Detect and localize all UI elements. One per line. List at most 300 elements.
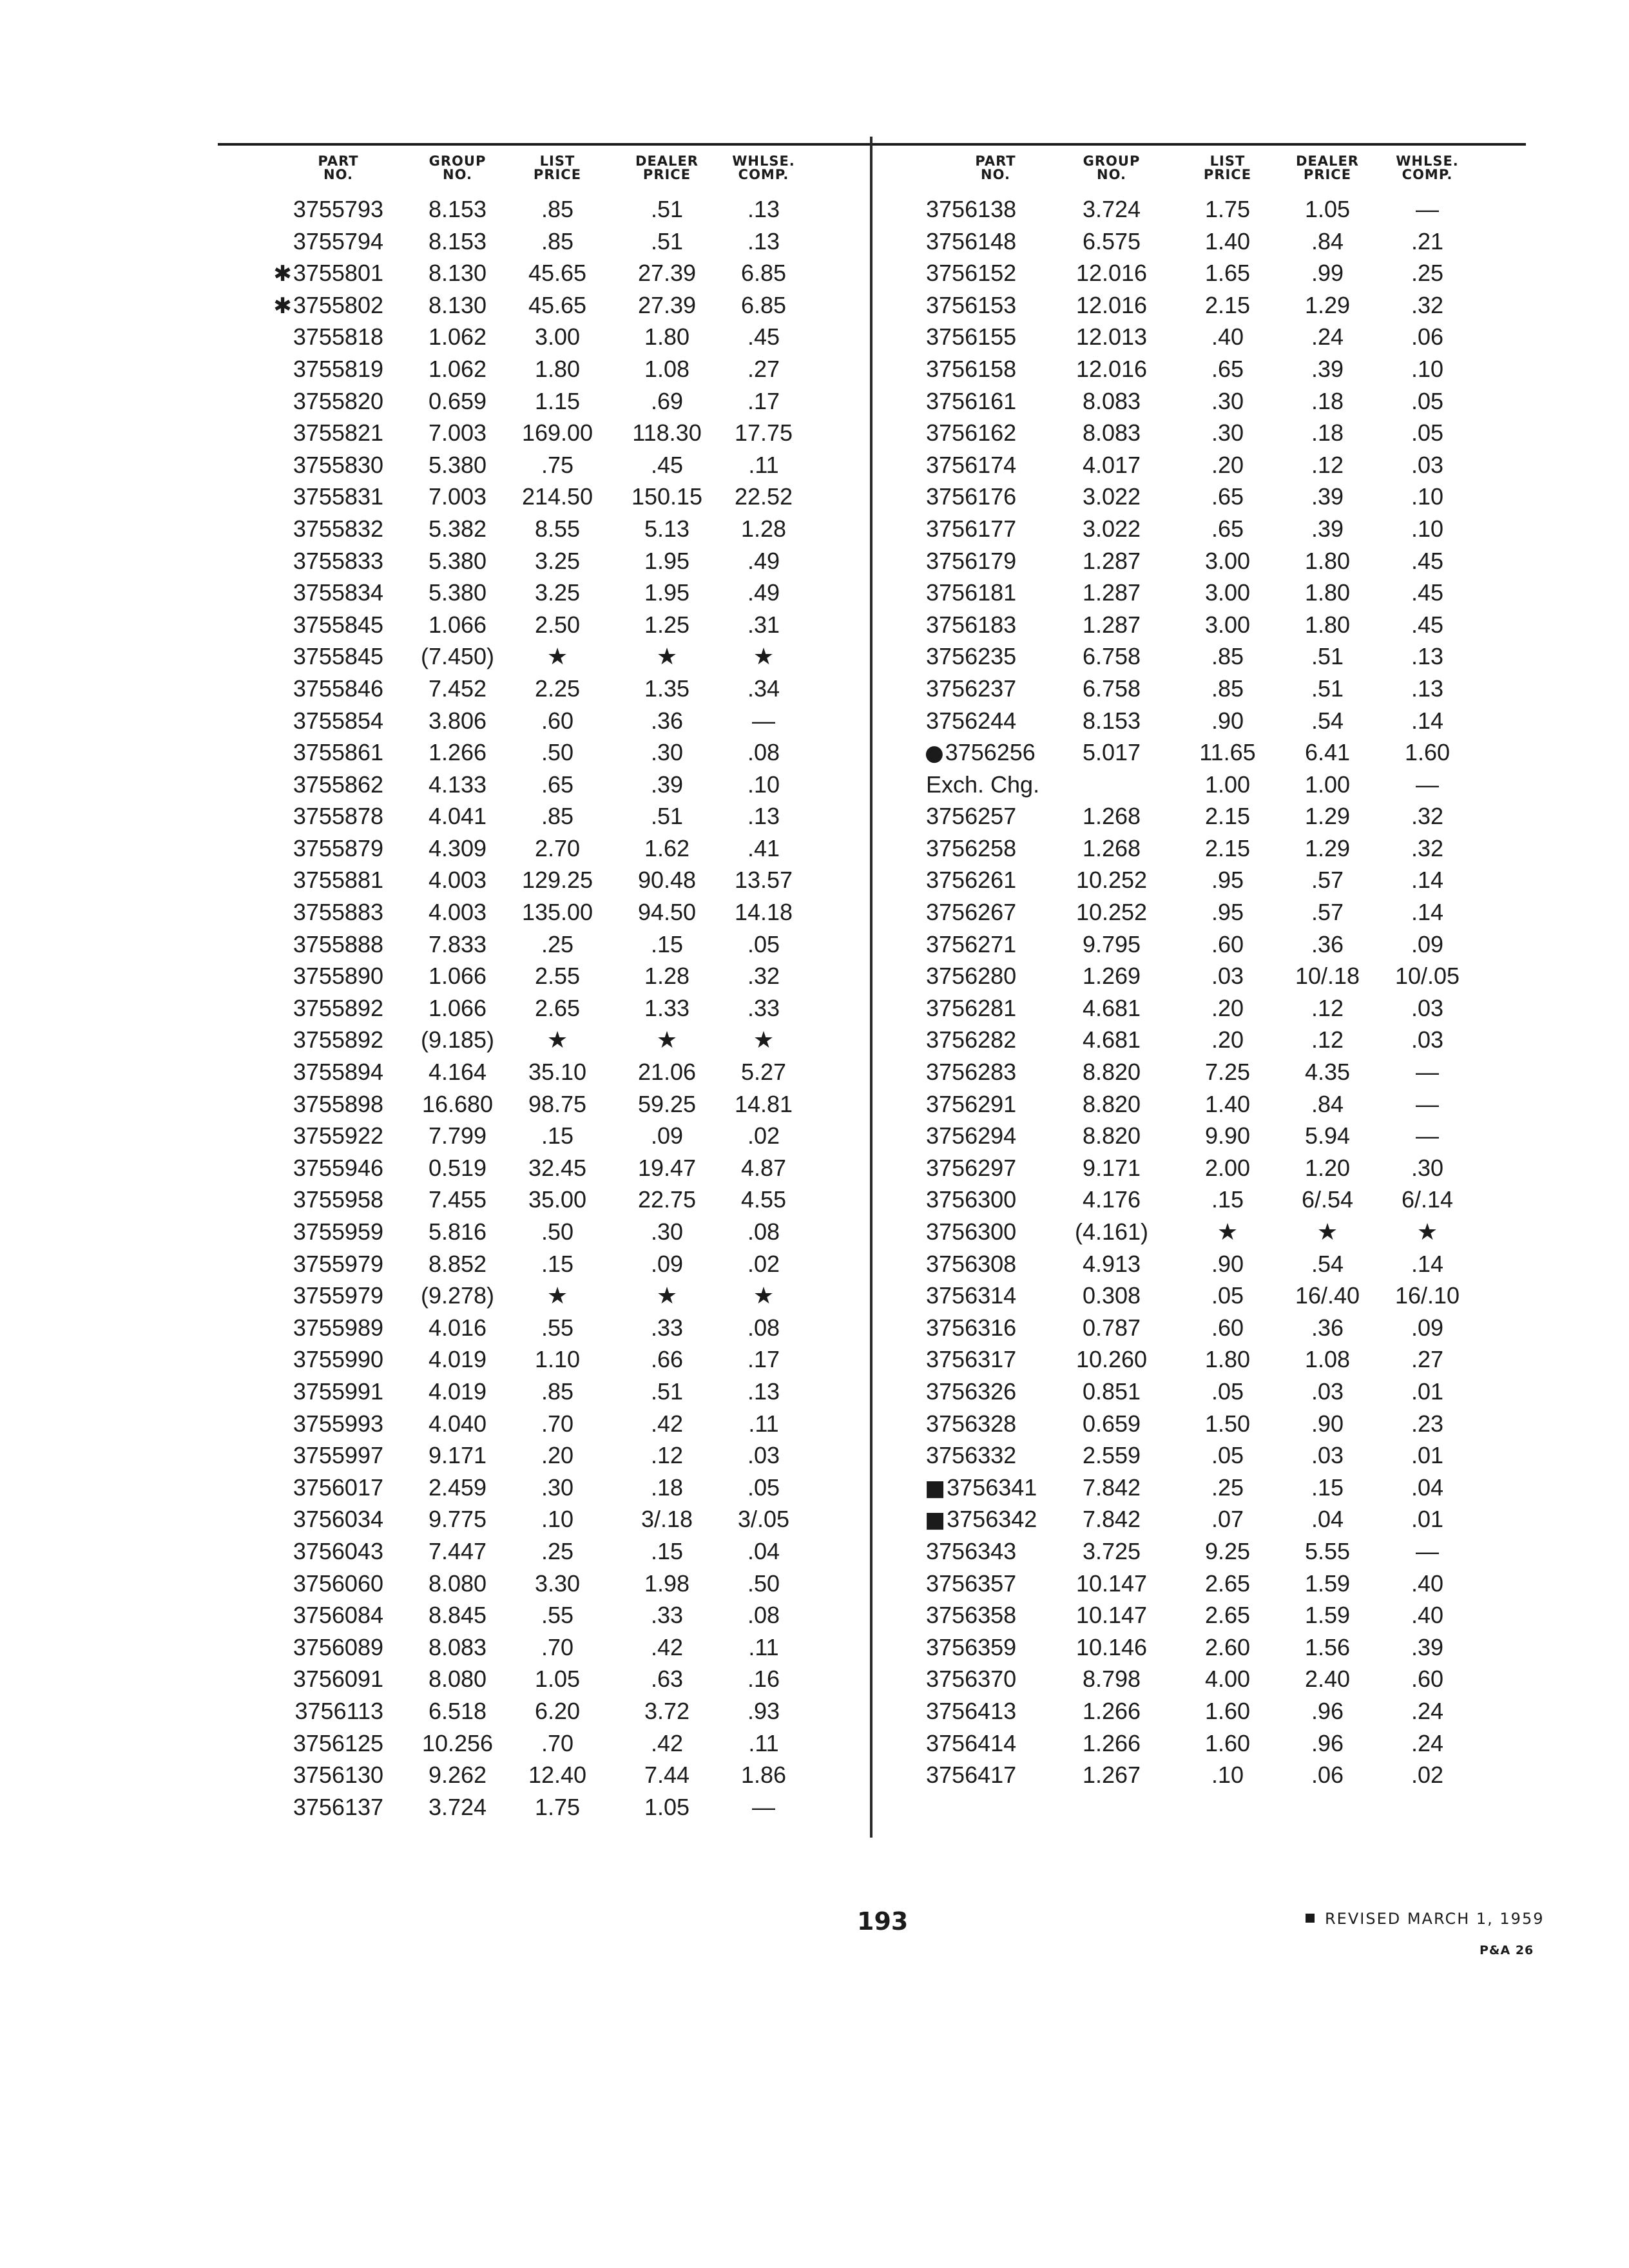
row-marker-icon: ■ (925, 1475, 946, 1501)
table-row (915, 417, 1482, 449)
cell-list: .60 (541, 707, 574, 734)
cell-part (925, 960, 1041, 994)
cell-dealer: .54 (1311, 707, 1344, 734)
table-row (271, 769, 844, 801)
cell-group: 4.164 (428, 1059, 487, 1086)
part-number: 3756294 (926, 1122, 1017, 1149)
part-number: Exch. Chg. (926, 771, 1040, 798)
cell-dealer: .24 (1311, 323, 1344, 351)
cell-dealer: .30 (650, 1218, 684, 1245)
cell-whlse: ★ (753, 643, 775, 670)
cell-group: 8.080 (428, 1666, 487, 1693)
cell-dealer: .15 (650, 930, 684, 957)
cell-dealer: 1.59 (1304, 1602, 1351, 1629)
cell-part (267, 1663, 383, 1696)
cell-list: 2.00 (1204, 1154, 1251, 1181)
cell-part (267, 1056, 383, 1090)
cell-whlse: .10 (1411, 515, 1444, 542)
cell-group: 8.845 (428, 1602, 487, 1629)
cell-list: 1.75 (1204, 196, 1251, 222)
cell-part (267, 1695, 383, 1729)
cell-group: 3.022 (1082, 515, 1141, 542)
cell-part (925, 449, 1041, 483)
cell-part (267, 1568, 383, 1601)
part-number: 3756308 (926, 1250, 1017, 1277)
cell-part (925, 1376, 1041, 1409)
part-number: 3756328 (926, 1410, 1017, 1437)
cell-list: ★ (546, 643, 568, 670)
cell-part (267, 673, 383, 706)
cell-group: 6.758 (1082, 675, 1141, 702)
cell-whlse: .32 (1411, 834, 1444, 861)
cell-dealer: 1.95 (644, 547, 690, 574)
cell-whlse: 17.75 (734, 419, 793, 447)
cell-dealer: 90.48 (637, 867, 697, 894)
part-number: 3755834 (293, 579, 383, 606)
cell-whlse: .05 (1411, 419, 1444, 447)
part-number: 3755862 (293, 771, 383, 798)
part-number: 3756034 (293, 1506, 383, 1533)
table-row (915, 1663, 1482, 1695)
table-row (915, 1280, 1482, 1312)
cell-whlse: .34 (747, 675, 780, 702)
cell-dealer: .12 (1311, 994, 1344, 1021)
table-row (915, 640, 1482, 673)
cell-dealer: 6.41 (1304, 739, 1351, 766)
cell-part (267, 992, 383, 1026)
cell-part (267, 321, 383, 354)
cell-part (925, 896, 1041, 930)
cell-dealer: .33 (650, 1314, 684, 1341)
table-row (915, 609, 1482, 641)
cell-group: 6.518 (428, 1697, 487, 1724)
row-marker-icon: ✱ (273, 293, 292, 319)
cell-list: 4.00 (1204, 1666, 1251, 1693)
cell-list: .85 (541, 803, 574, 830)
cell-whlse: .14 (1411, 899, 1444, 926)
cell-dealer: .42 (650, 1410, 684, 1437)
cell-list: .25 (541, 930, 574, 957)
cell-list: .60 (1211, 930, 1244, 957)
part-number: 3756358 (926, 1602, 1017, 1629)
cell-part (267, 1408, 383, 1441)
part-number: 3755818 (293, 323, 383, 351)
cell-whlse: 4.87 (740, 1154, 787, 1181)
part-number: 3755883 (293, 899, 383, 926)
cell-group: 9.171 (1082, 1154, 1141, 1181)
cell-part (925, 1120, 1041, 1153)
cell-dealer: .36 (1311, 930, 1344, 957)
cell-dealer: .15 (1311, 1474, 1344, 1501)
cell-part (267, 353, 383, 387)
cell-list: .70 (541, 1410, 574, 1437)
table-row (915, 193, 1482, 226)
cell-dealer: ★ (656, 643, 678, 670)
cell-group: 8.852 (428, 1250, 487, 1277)
part-number: 3755888 (293, 930, 383, 957)
cell-whlse: .33 (747, 994, 780, 1021)
table-row (271, 1791, 844, 1823)
cell-part (925, 1343, 1041, 1377)
cell-dealer: .57 (1311, 867, 1344, 894)
cell-list: 1.60 (1204, 1697, 1251, 1724)
cell-group: 6.575 (1082, 227, 1141, 255)
cell-part (267, 864, 383, 898)
cell-list: .90 (1211, 707, 1244, 734)
page-code: P&A 26 (1480, 1943, 1534, 1957)
part-number: 3755898 (293, 1090, 383, 1117)
cell-whlse: .11 (748, 1410, 779, 1437)
part-number: 3756300 (926, 1186, 1017, 1213)
cell-whlse: 6.85 (740, 291, 787, 318)
cell-whlse: — (1416, 196, 1439, 222)
cell-group: 1.266 (1082, 1697, 1141, 1724)
cell-part (267, 1120, 383, 1153)
cell-group: 16.680 (421, 1090, 494, 1117)
cell-group: 4.019 (428, 1346, 487, 1373)
cell-whlse: 1.60 (1404, 739, 1451, 766)
cell-group: 6.758 (1082, 643, 1141, 670)
cell-dealer: .39 (1311, 483, 1344, 510)
cell-part (267, 257, 383, 291)
cell-part (267, 577, 383, 610)
part-number: 3756176 (926, 483, 1017, 510)
cell-list: .05 (1211, 1378, 1244, 1405)
cell-whlse: .01 (1411, 1442, 1444, 1469)
cell-whlse: .32 (747, 963, 780, 990)
table-row (271, 1280, 844, 1312)
cell-group: 8.820 (1082, 1059, 1141, 1086)
cell-group: 1.066 (428, 611, 487, 638)
cell-whlse: .08 (747, 1314, 780, 1341)
table-row (915, 705, 1482, 737)
cell-part (925, 705, 1041, 738)
cell-dealer: .57 (1311, 899, 1344, 926)
cell-group: 3.806 (428, 707, 487, 734)
part-number: 3755979 (293, 1282, 383, 1309)
table-row (271, 226, 844, 258)
cell-dealer: 1.05 (1304, 196, 1351, 222)
cell-list: 1.50 (1204, 1410, 1251, 1437)
cell-list: 2.65 (1204, 1570, 1251, 1597)
cell-dealer: 1.25 (644, 611, 690, 638)
cell-whlse: .09 (1411, 1314, 1444, 1341)
cell-whlse: 1.86 (740, 1762, 787, 1789)
cell-list: 2.50 (534, 611, 581, 638)
cell-group: 1.287 (1082, 579, 1141, 606)
cell-whlse: .11 (748, 1633, 779, 1660)
cell-whlse: 3/.05 (737, 1506, 790, 1533)
cell-list: 7.25 (1204, 1059, 1251, 1086)
part-number: 3756060 (293, 1570, 383, 1597)
cell-group: 1.266 (428, 739, 487, 766)
cell-list: .85 (541, 227, 574, 255)
cell-list: 35.00 (528, 1186, 587, 1213)
cell-whlse: .17 (747, 387, 780, 414)
cell-group: 1.268 (1082, 834, 1141, 861)
table-row (271, 577, 844, 609)
cell-whlse: .45 (1411, 579, 1444, 606)
part-number: 3756261 (926, 867, 1017, 894)
cell-list: .05 (1211, 1282, 1244, 1309)
cell-list: 1.60 (1204, 1729, 1251, 1756)
cell-list: .05 (1211, 1442, 1244, 1469)
cell-part (925, 545, 1041, 579)
cell-list: 3.25 (534, 547, 581, 574)
cell-whlse: .17 (747, 1346, 780, 1373)
cell-part (267, 1024, 383, 1057)
cell-part (925, 577, 1041, 610)
part-number: 3755802 (293, 291, 383, 318)
part-number: 3756179 (926, 547, 1017, 574)
cell-part (267, 1535, 383, 1569)
cell-part (267, 1727, 383, 1761)
cell-group: 10.252 (1075, 899, 1148, 926)
cell-dealer: .18 (1311, 387, 1344, 414)
cell-part (267, 960, 383, 994)
table-row (271, 1599, 844, 1631)
cell-dealer: 1.29 (1304, 834, 1351, 861)
part-number: 3755879 (293, 834, 383, 861)
cell-whlse: 14.81 (734, 1090, 793, 1117)
left-table-rows (271, 193, 844, 1823)
part-number: 3756152 (926, 260, 1017, 287)
cell-group: 0.659 (428, 387, 487, 414)
cell-list: 1.10 (534, 1346, 581, 1373)
cell-dealer: .04 (1311, 1506, 1344, 1533)
part-number: 3756043 (293, 1537, 383, 1564)
part-number: 3755830 (293, 451, 383, 478)
header-part-no: PART NO. (318, 153, 359, 182)
cell-part (925, 1695, 1041, 1729)
table-row (915, 1184, 1482, 1216)
header-group-no: GROUP NO. (429, 153, 487, 182)
table-row (915, 1472, 1482, 1504)
table-row (271, 417, 844, 449)
cell-dealer: 27.39 (637, 260, 697, 287)
cell-list: 135.00 (521, 899, 593, 926)
cell-dealer: 1.80 (644, 323, 690, 351)
cell-list: 3.00 (534, 323, 581, 351)
cell-list: 12.40 (528, 1762, 587, 1789)
cell-group: 10.252 (1075, 867, 1148, 894)
cell-list: 1.40 (1204, 227, 1251, 255)
part-number: 3755881 (293, 867, 383, 894)
cell-group: 4.913 (1082, 1250, 1141, 1277)
cell-dealer: .54 (1311, 1250, 1344, 1277)
cell-list: .65 (1211, 515, 1244, 542)
part-number: 3755794 (293, 227, 383, 255)
cell-list: 2.15 (1204, 291, 1251, 318)
cell-part (925, 1408, 1041, 1441)
part-number: 3756281 (926, 994, 1017, 1021)
part-number: 3755854 (293, 707, 383, 734)
cell-whlse: ★ (1416, 1218, 1438, 1245)
cell-group: 8.080 (428, 1570, 487, 1597)
cell-part (267, 1343, 383, 1377)
table-row (271, 1343, 844, 1376)
cell-dealer: 1.08 (1304, 1346, 1351, 1373)
cell-dealer: .12 (1311, 1026, 1344, 1053)
part-number: 3755820 (293, 387, 383, 414)
cell-dealer: .18 (650, 1474, 684, 1501)
cell-dealer: 2.40 (1304, 1666, 1351, 1693)
cell-list: .20 (1211, 451, 1244, 478)
table-row (271, 353, 844, 385)
cell-group: 1.287 (1082, 611, 1141, 638)
table-row (271, 1088, 844, 1120)
cell-list: 1.40 (1204, 1090, 1251, 1117)
part-number: 3756174 (926, 451, 1017, 478)
cell-list: .65 (541, 771, 574, 798)
cell-list: .95 (1211, 899, 1244, 926)
table-row (915, 385, 1482, 418)
cell-dealer: 59.25 (637, 1090, 697, 1117)
cell-list: 2.15 (1204, 834, 1251, 861)
cell-group: 3.022 (1082, 483, 1141, 510)
table-row (915, 1439, 1482, 1472)
header-whlse-comp: WHLSE. COMP. (1396, 153, 1459, 182)
cell-whlse: .13 (747, 227, 780, 255)
cell-part (267, 800, 383, 834)
part-number: 3756161 (926, 387, 1017, 414)
cell-whlse: .10 (747, 771, 780, 798)
cell-part (267, 1152, 383, 1186)
cell-dealer: 1.08 (644, 355, 690, 382)
cell-list: 11.65 (1199, 739, 1256, 766)
table-row (915, 1727, 1482, 1760)
cell-whlse: .45 (747, 323, 780, 351)
cell-group: 7.447 (428, 1537, 487, 1564)
cell-group: 8.820 (1082, 1090, 1141, 1117)
cell-dealer: .03 (1311, 1378, 1344, 1405)
cell-list: 2.60 (1204, 1633, 1251, 1660)
table-row (915, 1503, 1482, 1535)
cell-whlse: .14 (1411, 1250, 1444, 1277)
cell-dealer: .30 (650, 739, 684, 766)
table-row (915, 673, 1482, 705)
cell-group: 0.308 (1082, 1282, 1141, 1309)
header-dealer-price: DEALER PRICE (635, 153, 699, 182)
cell-list: .30 (1211, 387, 1244, 414)
cell-group: 1.268 (1082, 803, 1141, 830)
cell-dealer: 150.15 (631, 483, 703, 510)
cell-list: .55 (541, 1602, 574, 1629)
cell-part (925, 1472, 1041, 1505)
part-number: 3755979 (293, 1250, 383, 1277)
cell-part (267, 385, 383, 419)
cell-part (925, 289, 1041, 323)
cell-list: 9.25 (1204, 1537, 1251, 1564)
cell-list: 6.20 (534, 1697, 581, 1724)
cell-dealer: .66 (650, 1346, 684, 1373)
cell-group: 2.459 (428, 1474, 487, 1501)
cell-whlse: .02 (747, 1122, 780, 1149)
cell-part (925, 1280, 1041, 1313)
part-number: 3756317 (926, 1346, 1017, 1373)
cell-whlse: .13 (1411, 675, 1444, 702)
table-row (271, 1727, 844, 1760)
cell-list: .30 (1211, 419, 1244, 447)
cell-whlse: .39 (1411, 1633, 1444, 1660)
cell-whlse: .06 (1411, 323, 1444, 351)
cell-list: 2.70 (534, 834, 581, 861)
cell-list: .25 (1211, 1474, 1244, 1501)
cell-part (267, 705, 383, 738)
part-number: 3756256 (945, 739, 1036, 766)
cell-group: 4.003 (428, 899, 487, 926)
cell-list: .65 (1211, 483, 1244, 510)
cell-part (925, 928, 1041, 962)
cell-part (267, 1280, 383, 1313)
cell-group: 8.083 (1082, 387, 1141, 414)
table-row (915, 992, 1482, 1024)
cell-dealer: .51 (1311, 643, 1344, 670)
cell-part (267, 1088, 383, 1122)
cell-part (925, 1152, 1041, 1186)
cell-group: 8.153 (428, 227, 487, 255)
cell-dealer: .06 (1311, 1762, 1344, 1789)
part-number: 3755845 (293, 643, 383, 670)
cell-whlse: .14 (1411, 707, 1444, 734)
table-row (915, 1248, 1482, 1280)
table-row (915, 1024, 1482, 1056)
cell-whlse: .14 (1411, 867, 1444, 894)
cell-part (267, 417, 383, 450)
part-number: 3756113 (294, 1697, 383, 1724)
cell-group: 12.016 (1075, 291, 1148, 318)
part-number: 3756342 (947, 1506, 1037, 1533)
cell-whlse: .08 (747, 1602, 780, 1629)
cell-part (925, 1439, 1041, 1473)
cell-dealer: 1.62 (644, 834, 690, 861)
cell-part (267, 1472, 383, 1505)
header-list-price: LIST PRICE (533, 153, 582, 182)
cell-whlse: .09 (1411, 930, 1444, 957)
cell-whlse: .05 (1411, 387, 1444, 414)
cell-group: 8.153 (428, 196, 487, 222)
part-number: 3756267 (926, 899, 1017, 926)
cell-part (925, 864, 1041, 898)
cell-group: 10.147 (1075, 1570, 1148, 1597)
cell-group: 7.452 (428, 675, 487, 702)
cell-group: 5.382 (428, 515, 487, 542)
cell-whlse: .11 (748, 1729, 779, 1756)
cell-list: 2.65 (534, 994, 581, 1021)
cell-dealer: 3/.18 (641, 1506, 693, 1533)
cell-group: 9.795 (1082, 930, 1141, 957)
table-row (271, 321, 844, 353)
cell-dealer: .15 (650, 1537, 684, 1564)
cell-part (925, 193, 1041, 227)
cell-group: 8.083 (1082, 419, 1141, 447)
cell-group: 0.787 (1082, 1314, 1141, 1341)
part-number: 3755878 (293, 803, 383, 830)
cell-list: 129.25 (521, 867, 593, 894)
cell-list: 3.30 (534, 1570, 581, 1597)
cell-part (925, 1216, 1041, 1249)
part-number: 3756257 (926, 803, 1017, 830)
cell-part (925, 1503, 1041, 1537)
part-number: 3755946 (293, 1154, 383, 1181)
cell-whlse: .02 (747, 1250, 780, 1277)
table-row (915, 1535, 1482, 1568)
cell-group: (9.185) (420, 1026, 495, 1053)
row-marker-icon: ● (925, 740, 944, 767)
cell-whlse: 4.55 (740, 1186, 787, 1213)
part-number: 3756084 (293, 1602, 383, 1629)
part-number: 3756125 (293, 1729, 383, 1756)
